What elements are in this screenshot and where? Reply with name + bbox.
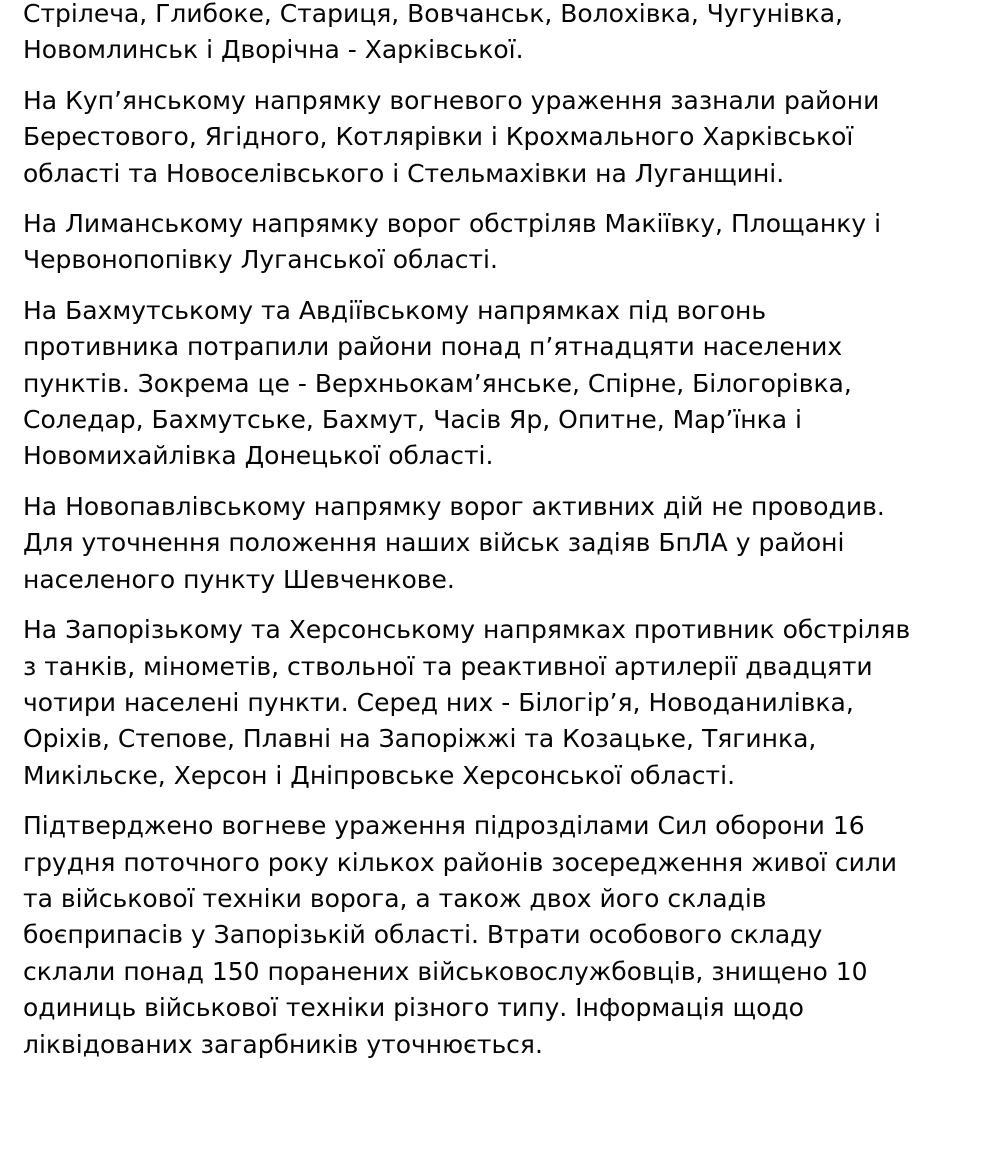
- text-line: На Куп’янському напрямку вогневого ураження зазнали райони: [23, 85, 880, 115]
- text-line: області та Новоселівського і Стельмахівки на Луганщині.: [23, 158, 785, 188]
- text-line: склали понад 150 поранених військовослужбовців, знищено 10: [23, 956, 868, 986]
- text-line: пунктів. Зокрема це - Верхньокам’янське, Спірне, Білогорівка,: [23, 368, 852, 398]
- text-line: Микільске, Херсон і Дніпровське Херсонської області.: [23, 760, 736, 790]
- paragraph-confirmed-strikes: [23, 808, 968, 1063]
- text-line: грудня поточного року кількох районів зосередження живої сили: [23, 847, 898, 877]
- text-line: противника потрапили райони понад п’ятнадцяти населених: [23, 332, 843, 362]
- text-line: Стрілеча, Глибоке, Стариця, Вовчанськ, Волохівка, Чугунівка,: [23, 0, 843, 28]
- text-line: Соледар, Бахмутське, Бахмут, Часів Яр, Опитне, Мар’їнка і: [23, 405, 802, 435]
- text-line: чотири населені пункти. Серед них - Білогір’я, Новоданилівка,: [23, 687, 854, 717]
- text-line: На Запорізькому та Херсонському напрямках противник обстріляв: [23, 615, 911, 645]
- paragraph-novopavlivka-direction: [23, 489, 968, 598]
- text-line: Оріхів, Степове, Плавні на Запоріжжі та Козацьке, Тягинка,: [23, 724, 817, 754]
- text-line: Новомихайлівка Донецької області.: [23, 441, 494, 471]
- paragraph-lyman-direction: [23, 206, 968, 279]
- paragraph-kupiansk-direction: [23, 83, 968, 192]
- text-line: населеного пункту Шевченкове.: [23, 564, 455, 594]
- text-line: Берестового, Ягідного, Котлярівки і Крохмального Харківської: [23, 122, 854, 152]
- text-line: з танків, мінометів, ствольної та реактивної артилерії двадцяти: [23, 651, 873, 681]
- text-line: боєприпасів у Запорізькій області. Втрати особового складу: [23, 920, 823, 950]
- text-line: Для уточнення положення наших військ задіяв БпЛА у районі: [23, 528, 845, 558]
- text-line: На Новопавлівському напрямку ворог активних дій не проводив.: [23, 491, 885, 521]
- text-line: одиниць військової техніки різного типу. Інформація щодо: [23, 993, 804, 1023]
- paragraph-bakhmut-avdiivka-directions: [23, 293, 968, 475]
- text-line: ліквідованих загарбників уточнюється.: [23, 1029, 543, 1059]
- text-line: Червонопопівку Луганської області.: [23, 245, 498, 275]
- text-line: Підтверджено вогневе ураження підрозділами Сил оборони 16: [23, 811, 865, 841]
- text-line: Новомлинськ і Дворічна - Харківської.: [23, 35, 524, 65]
- text-line: та військової техніки ворога, а також двох його складів: [23, 883, 767, 913]
- post-text: [23, 0, 968, 1077]
- text-line: На Бахмутському та Авдіївському напрямках під вогонь: [23, 295, 767, 325]
- paragraph-kharkiv-settlements: [23, 0, 968, 69]
- paragraph-zaporizhzhia-kherson-directions: [23, 612, 968, 794]
- text-line: На Лиманському напрямку ворог обстріляв Макіївку, Площанку і: [23, 209, 882, 239]
